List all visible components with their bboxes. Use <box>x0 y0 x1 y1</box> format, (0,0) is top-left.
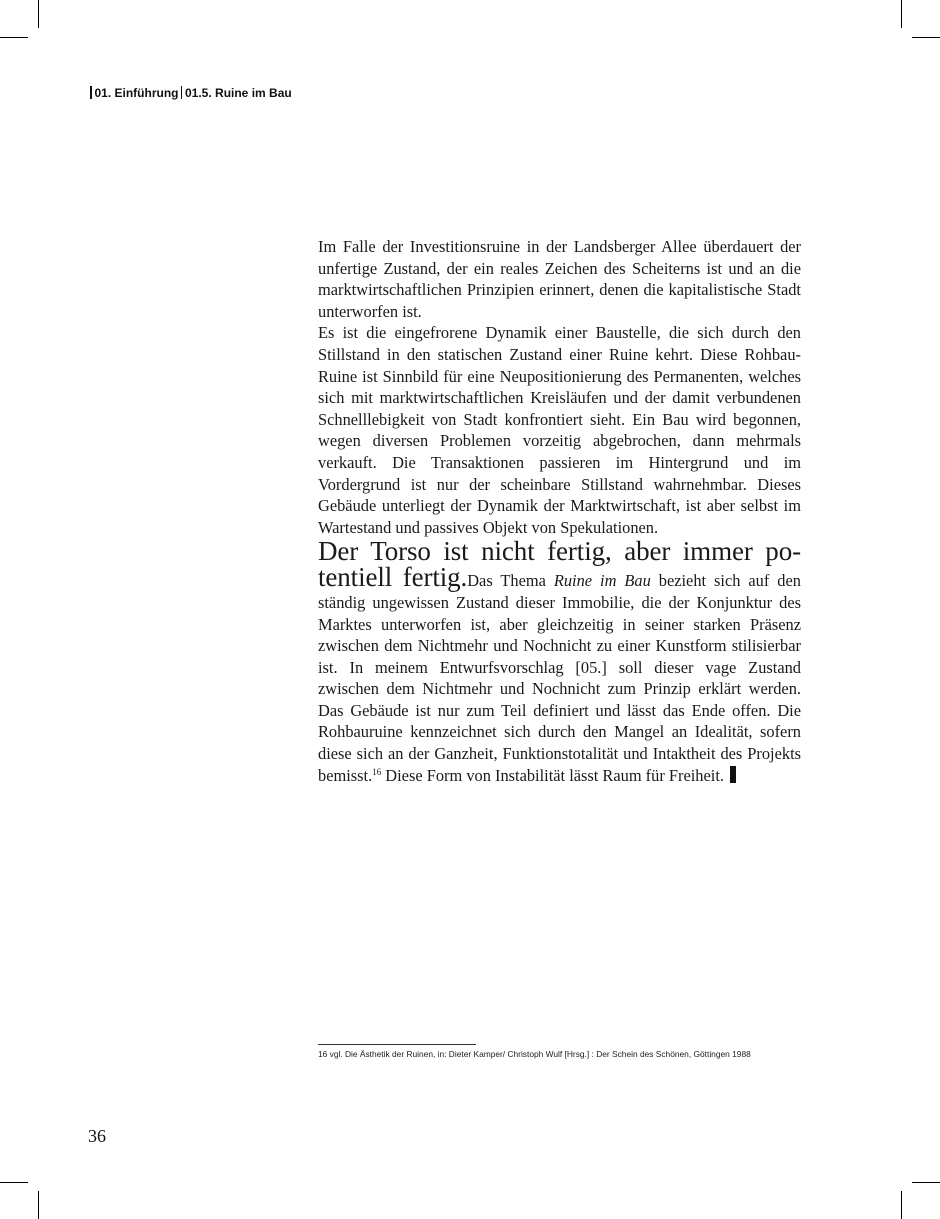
footnote-rule <box>318 1044 476 1045</box>
paragraph-1: Im Falle der Investitionsruine in der Landsberger Allee überdauert der unfertige Zustand, der ein reales Zeichen des Scheiterns ist und an die marktwirtschaftlichen Prinzipien erinnert, denen die kapitalistische Stadt unterworfen ist. <box>318 237 801 321</box>
continuation-text: bezieht sich auf den ständig ungewissen Zustand dieser Immobilie, die der Konjunktur des Marktes unterworfen ist, aber gleichzeitig in seiner starken Präsenz zwischen dem Nichtmehr und Nochnicht zu einer Kunstform stilisierbar ist. In meinem Entwurfsvorschlag [05.] soll dieser vage Zustand zwischen dem Nichtmehr und Nochnicht zum Prinzip erklärt werden. Das Gebäude ist nur zum Teil definiert und lässt das Ende offen. Die Rohbauruine kennzeichnet sich durch den Mangel an Idealität, sofern diese sich an der Ganzheit, Funktionstotalität und Intaktheit des Projekts bemisst. <box>318 571 801 785</box>
running-head-separator <box>181 86 183 99</box>
crop-mark-bottom-right <box>901 1191 902 1219</box>
running-head-separator <box>90 86 92 99</box>
highlight-line-2: tentiell fertig. <box>318 562 468 593</box>
crop-mark-right-bottom <box>912 1182 940 1183</box>
crop-mark-right-top <box>912 37 940 38</box>
running-head-section: 01. Einführung <box>94 86 179 100</box>
continuation-before-title: Das Thema <box>467 571 554 591</box>
crop-mark-left-top <box>0 37 28 38</box>
footnote: 16 vgl. Die Ästhetik der Ruinen, in: Dieter Kamper/ Christoph Wulf [Hrsg.] : Der Schein des Schönen, Göttingen 1988 <box>318 1049 751 1059</box>
work-title: Ruine im Bau <box>553 571 651 591</box>
body-text <box>318 236 801 786</box>
crop-mark-left-bottom <box>0 1182 28 1183</box>
running-head <box>90 86 294 100</box>
paragraph-2: Es ist die eingefrorene Dynamik einer Baustelle, die sich durch den Stillstand in den statischen Zustand einer Ruine kehrt. Diese Rohbau-Ruine ist Sinnbild für eine Neupositionierung des Permanenten, welches sich mit marktwirtschaftlichen Kreisläufen und der damit verbundenen Schnelllebigkeit von Stadt konfrontiert sieht. Ein Bau wird begonnen, wegen diversen Problemen vorzeitig abgebrochen, dann mehrmals verkauft. Die Transaktionen passieren im Hintergrund und im Vordergrund ist nur der scheinbare Stillstand wahrnehmbar. Dieses Gebäude unterliegt der Dynamik der Marktwirtschaft, ist aber selbst im Wartestand und passives Objekt von Spekulationen. <box>318 323 801 537</box>
crop-mark-top-left <box>38 0 39 28</box>
end-of-text-mark <box>730 766 736 783</box>
paragraph-3 <box>318 538 801 786</box>
page-number: 36 <box>88 1126 106 1146</box>
closing-text: Diese Form von Instabilität lässt Raum für Freiheit. <box>381 765 724 785</box>
running-head-subsection: 01.5. Ruine im Bau <box>185 86 292 100</box>
crop-mark-bottom-left <box>38 1191 39 1219</box>
footnote-reference: 16 <box>372 766 382 777</box>
crop-mark-top-right <box>901 0 902 28</box>
highlight-line-1: Der Torso ist nicht fertig, aber immer po- <box>318 536 801 567</box>
